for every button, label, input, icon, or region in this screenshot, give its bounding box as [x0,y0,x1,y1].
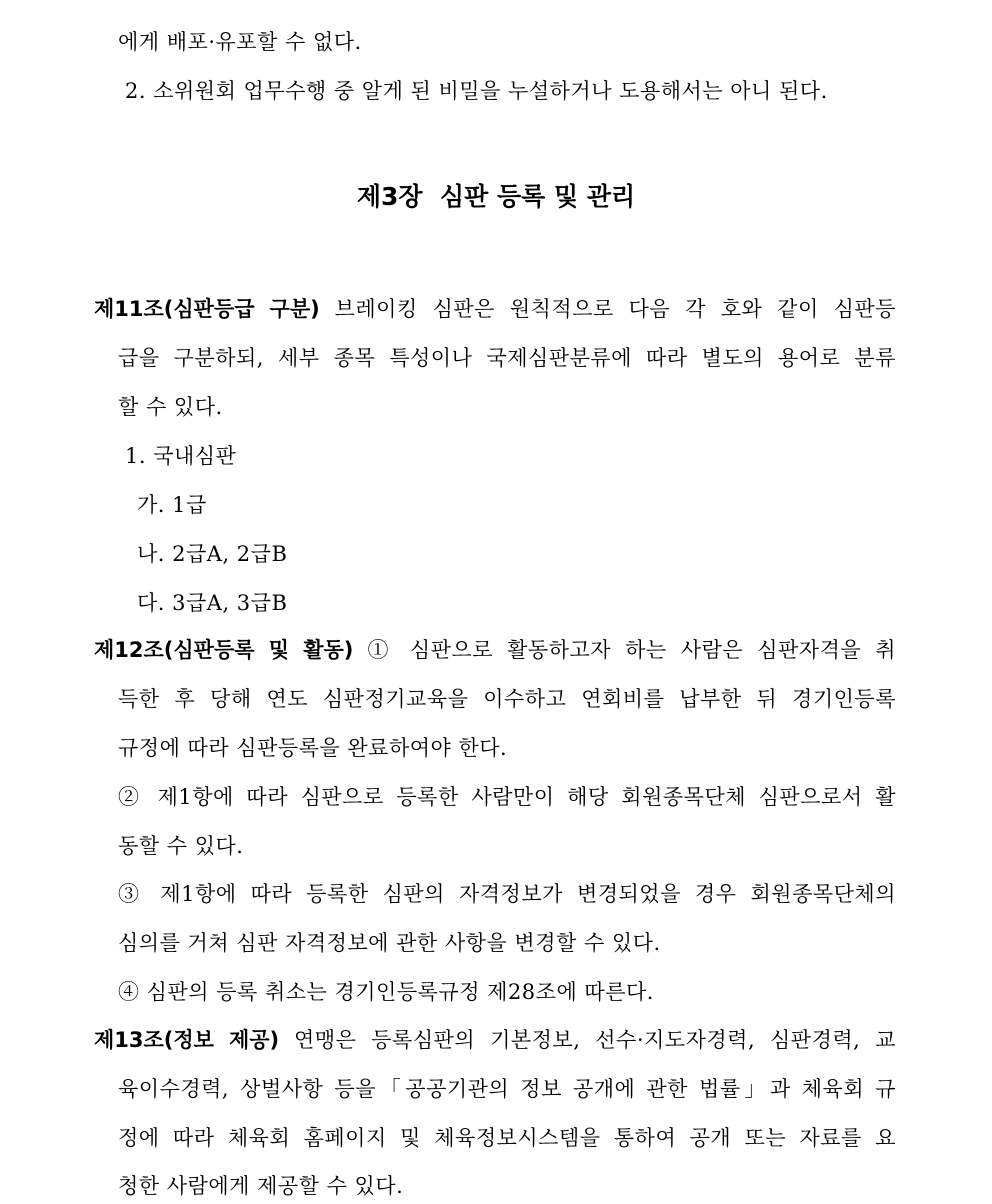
article-11-line-2: 급을 구분하되, 세부 종목 특성이나 국제심판분류에 따라 별도의 용어로 분류 [118,346,896,370]
article-12-text: ① 심판으로 활동하고자 하는 사람은 심판자격을 취 [353,638,896,662]
article-13-line-2: 육이수경력, 상벌사항 등을「공공기관의 정보 공개에 관한 법률」과 체육회 규 [118,1077,896,1101]
article-13-heading: 제13조(정보 제공) [94,1028,280,1052]
article-13-line-3: 정에 따라 체육회 홈페이지 및 체육정보시스템을 통하여 공개 또는 자료를 요 [118,1126,896,1150]
article-12-para-3-line-1: ③ 제1항에 따라 등록한 심판의 자격정보가 변경되었을 경우 회원종목단체의 [118,882,896,906]
article-11-line-1 [94,295,896,323]
chapter-title: 제3장 심판 등록 및 관리 [356,182,636,211]
list-item-2: 2. 소위원회 업무수행 중 알게 된 비밀을 누설하거나 도용해서는 아니 된다. [125,79,828,103]
article-11-sub-ga: 가. 1급 [137,493,207,517]
article-12-line-1 [94,636,896,664]
article-11-sub-da: 다. 3급A, 3급B [137,591,288,615]
article-13-line-1 [94,1026,896,1054]
article-11-text: 브레이킹 심판은 원칙적으로 다음 각 호와 같이 심판등 [319,297,896,321]
article-11-line-3: 할 수 있다. [118,395,223,419]
article-11-item-1: 1. 국내심판 [125,444,237,468]
continued-text-line: 에게 배포·유포할 수 없다. [118,30,362,54]
article-13-text: 연맹은 등록심판의 기본정보, 선수·지도자경력, 심판경력, 교 [279,1028,896,1052]
article-12-line-3: 규정에 따라 심판등록을 완료하여야 한다. [118,736,508,760]
article-11-sub-na: 나. 2급A, 2급B [137,542,288,566]
article-12-para-2-line-2: 동할 수 있다. [118,834,244,858]
article-12-para-4-line-1: ④ 심판의 등록 취소는 경기인등록규정 제28조에 따른다. [118,980,654,1004]
article-12-heading: 제12조(심판등록 및 활동) [94,638,354,662]
article-12-para-2-line-1: ② 제1항에 따라 심판으로 등록한 사람만이 해당 회원종목단체 심판으로서 활 [118,785,896,809]
article-13-line-4: 청한 사람에게 제공할 수 있다. [118,1174,404,1198]
article-11-heading: 제11조(심판등급 구분) [94,297,320,321]
article-12-line-2: 득한 후 당해 연도 심판정기교육을 이수하고 연회비를 납부한 뒤 경기인등록 [118,687,896,711]
article-12-para-3-line-2: 심의를 거쳐 심판 자격정보에 관한 사항을 변경할 수 있다. [118,931,661,955]
